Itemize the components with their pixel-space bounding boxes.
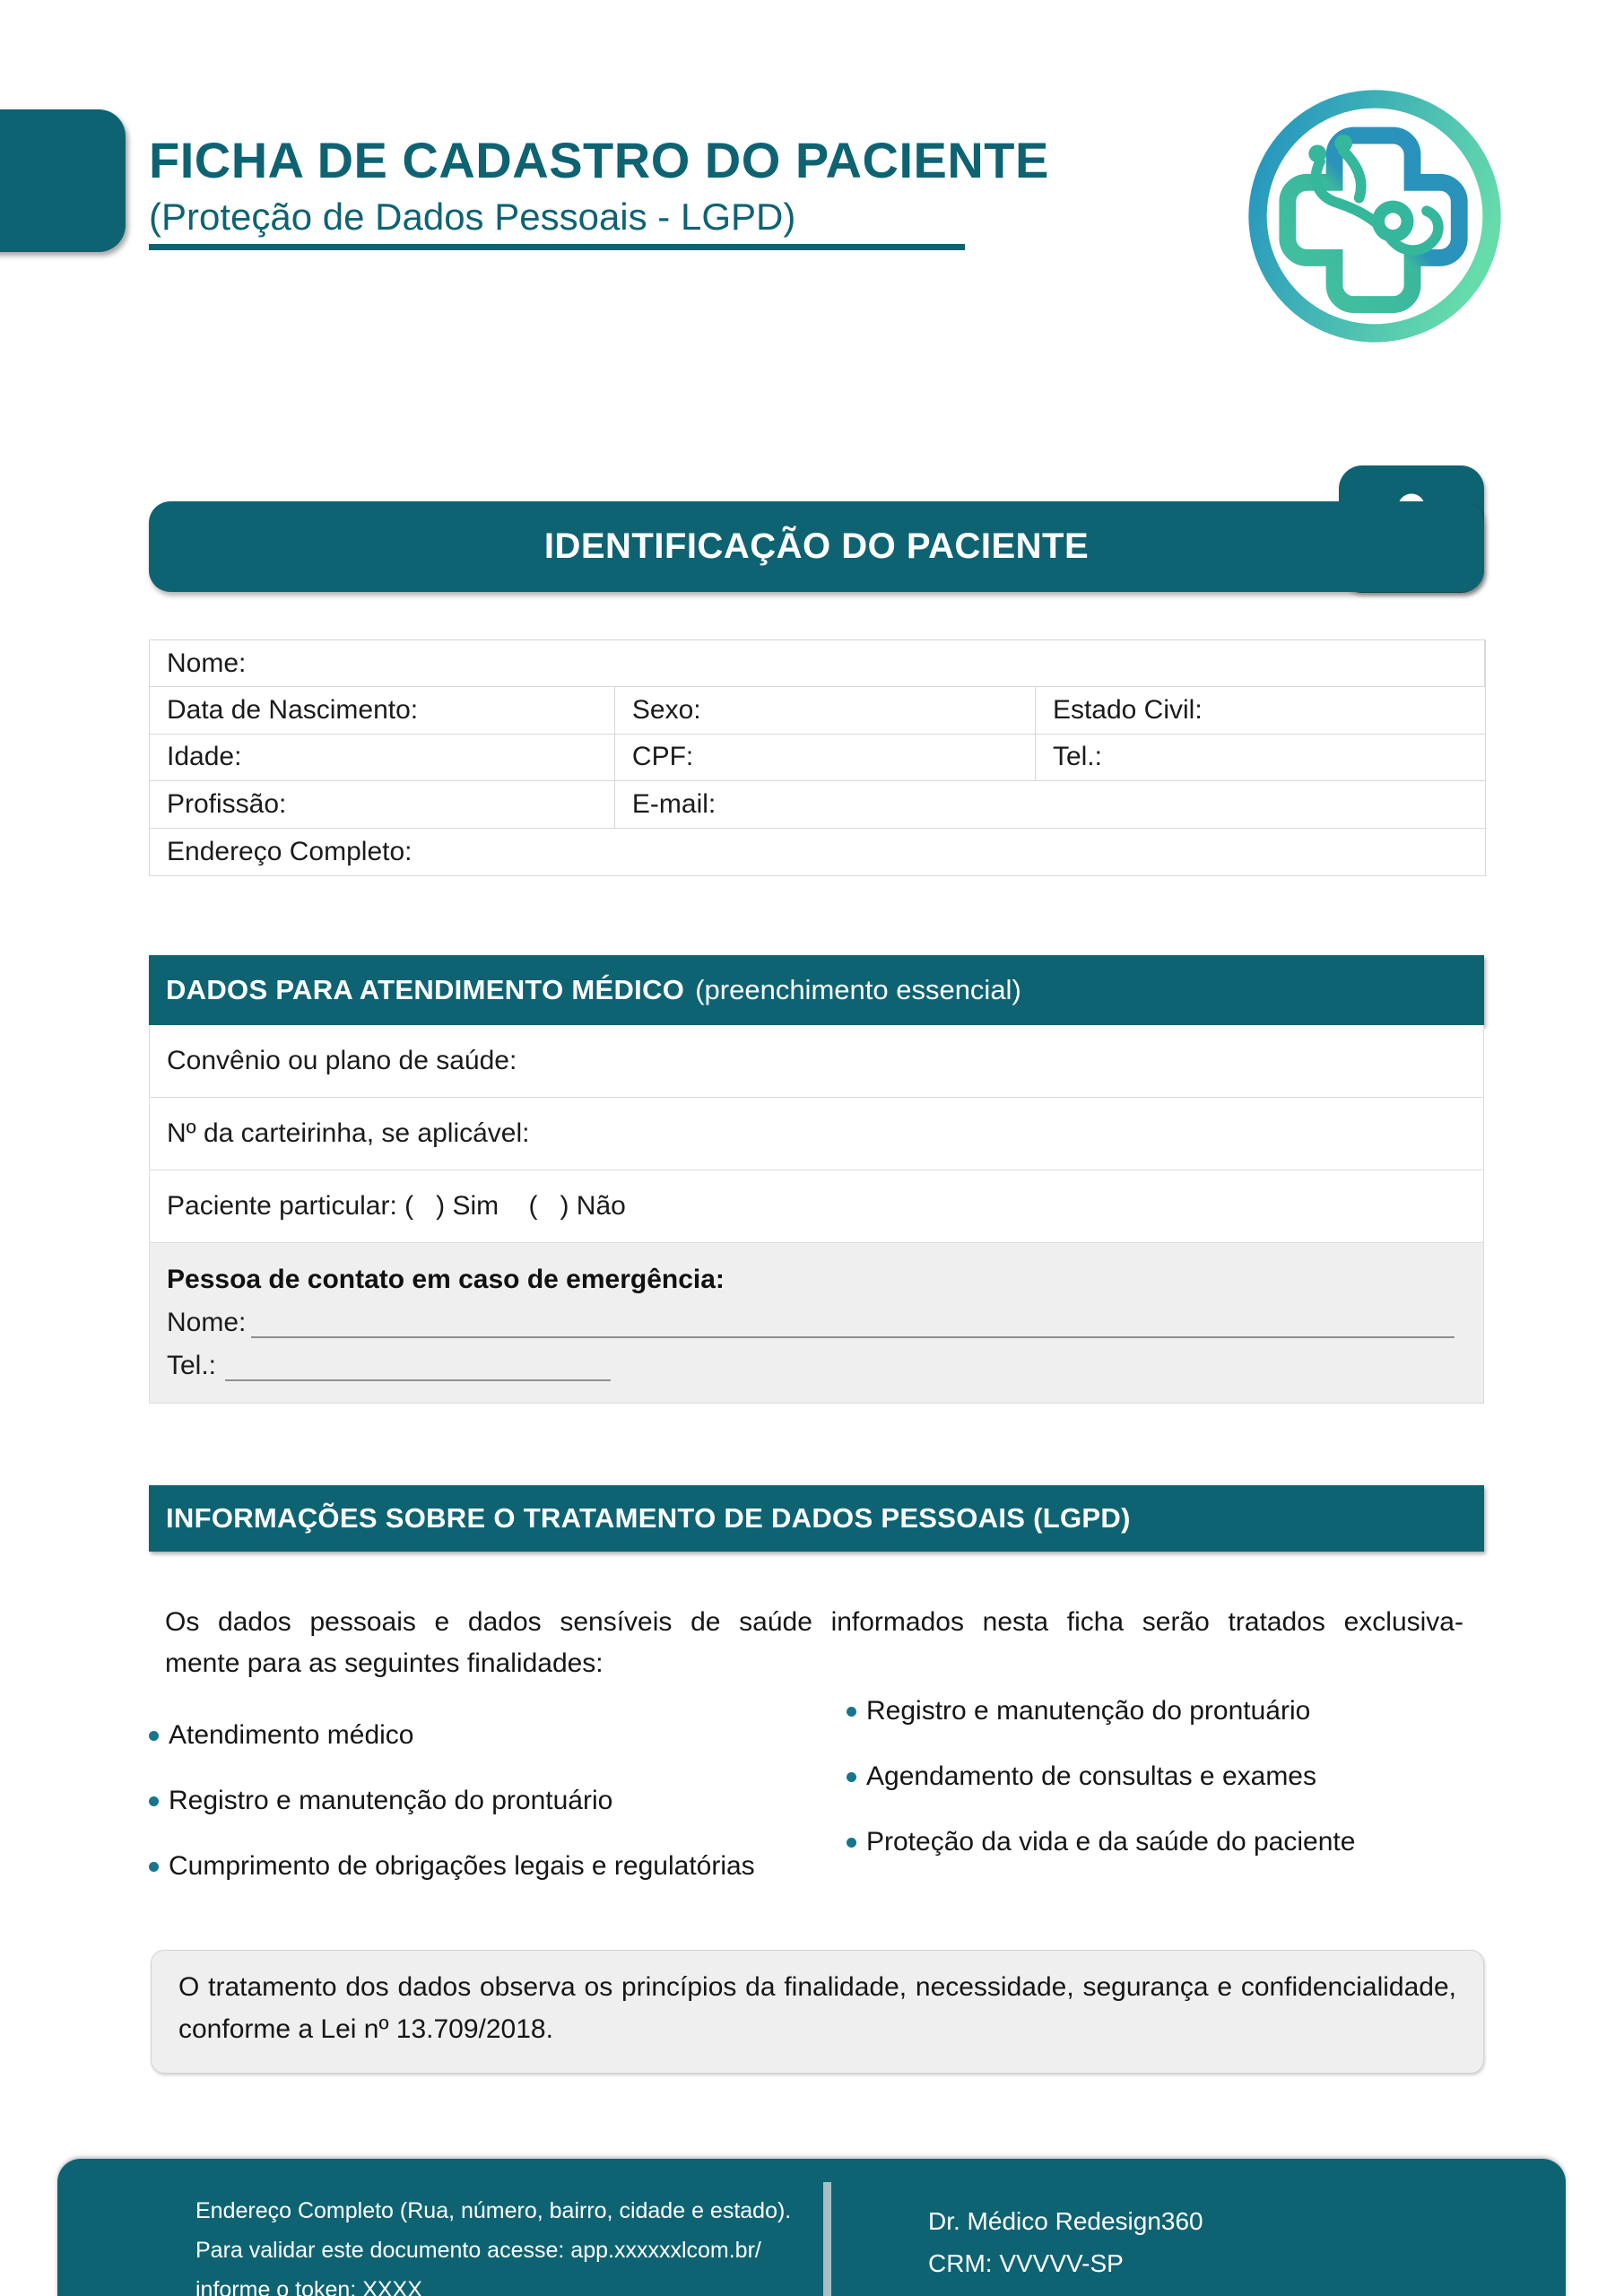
footer-doctor-crm: CRM: VVVVV-SP bbox=[928, 2249, 1124, 2277]
bullet-dot-icon bbox=[149, 1862, 159, 1872]
header-corner-tab bbox=[0, 109, 126, 252]
footer-doctor-name: Dr. Médico Redesign360 bbox=[928, 2207, 1203, 2235]
field-nome: Nome: bbox=[150, 640, 1485, 687]
emergency-contact-nome bbox=[167, 1308, 1455, 1338]
lgpd-intro-line2: mente para as seguintes finalidades: bbox=[165, 1648, 604, 1678]
emergency-tel-label: Tel.: bbox=[167, 1351, 217, 1380]
lgpd-intro-paragraph bbox=[165, 1602, 1463, 1684]
field-endereco: Endereço Completo: bbox=[167, 836, 413, 866]
lgpd-bullet-list-right bbox=[847, 1692, 1355, 1889]
footer-address-block bbox=[195, 2191, 791, 2296]
bullet-dot-icon bbox=[149, 1796, 159, 1806]
lgpd-principles-note: O tratamento dos dados observa os princípios da finalidade, necessidade, segurança e confidencialidade, conforme a Lei nº 13.709/2018. bbox=[151, 1950, 1484, 2074]
identification-table bbox=[149, 639, 1486, 876]
field-tel: Tel.: bbox=[1036, 735, 1485, 781]
footer-divider bbox=[823, 2182, 831, 2296]
field-convenio: Convênio ou plano de saúde: bbox=[150, 1025, 1483, 1098]
atendimento-header-note: (preenchimento essencial) bbox=[695, 974, 1021, 1005]
field-sexo: Sexo: bbox=[615, 687, 1036, 734]
lgpd-section-header bbox=[149, 1485, 1484, 1552]
field-profissao: Profissão: bbox=[150, 781, 615, 828]
footer-token-line: informe o token: XXXX bbox=[195, 2277, 422, 2296]
list-item bbox=[149, 1782, 755, 1820]
page-title: FICHA DE CADASTRO DO PACIENTE bbox=[149, 132, 1049, 188]
bullet-dot-icon bbox=[149, 1731, 159, 1741]
bullet-dot-icon bbox=[847, 1707, 856, 1717]
bullet-label: Registro e manutenção do prontuário bbox=[866, 1696, 1311, 1726]
lgpd-bullet-list-left bbox=[149, 1717, 755, 1913]
bullet-label: Cumprimento de obrigações legais e regulatórias bbox=[169, 1851, 755, 1881]
field-paciente-particular: Paciente particular: ( ) Sim ( ) Não bbox=[150, 1170, 1483, 1243]
emergency-tel-writing-line bbox=[225, 1352, 611, 1381]
footer-doctor-block bbox=[928, 2200, 1203, 2284]
field-data-nascimento: Data de Nascimento: bbox=[150, 687, 615, 734]
field-cpf: CPF: bbox=[615, 735, 1036, 781]
bullet-label: Atendimento médico bbox=[169, 1720, 414, 1750]
page-subtitle: (Proteção de Dados Pessoais - LGPD) bbox=[149, 196, 796, 238]
atendimento-section-header bbox=[149, 955, 1484, 1025]
footer-address-line: Endereço Completo (Rua, número, bairro, cidade e estado). bbox=[195, 2198, 792, 2223]
field-email: E-mail: bbox=[615, 781, 1485, 828]
list-item bbox=[847, 1823, 1355, 1861]
emergency-contact-block bbox=[150, 1243, 1483, 1403]
bullet-label: Proteção da vida e da saúde do paciente bbox=[866, 1827, 1356, 1857]
bullet-label: Registro e manutenção do prontuário bbox=[169, 1786, 613, 1815]
atendimento-rows bbox=[149, 1025, 1484, 1404]
identification-section-header bbox=[149, 501, 1484, 592]
list-item bbox=[149, 1717, 755, 1754]
atendimento-header-bold: DADOS PARA ATENDIMENTO MÉDICO bbox=[166, 974, 685, 1005]
bullet-label: Agendamento de consultas e exames bbox=[866, 1761, 1316, 1791]
bullet-dot-icon bbox=[847, 1838, 856, 1848]
title-underline bbox=[149, 244, 965, 250]
emergency-contact-tel bbox=[167, 1351, 1455, 1381]
field-carteirinha: Nº da carteirinha, se aplicável: bbox=[150, 1098, 1483, 1170]
list-item bbox=[149, 1848, 755, 1885]
lgpd-header-label: INFORMAÇÕES SOBRE O TRATAMENTO DE DADOS PESSOAIS (LGPD) bbox=[166, 1502, 1131, 1534]
field-idade: Idade: bbox=[150, 735, 615, 781]
emergency-nome-label: Nome: bbox=[167, 1308, 247, 1337]
list-item bbox=[847, 1692, 1355, 1730]
clinic-logo-icon bbox=[1245, 86, 1505, 346]
list-item bbox=[847, 1758, 1355, 1796]
bullet-dot-icon bbox=[847, 1772, 856, 1782]
identification-header-label: IDENTIFICAÇÃO DO PACIENTE bbox=[543, 526, 1090, 566]
emergency-nome-writing-line bbox=[251, 1309, 1455, 1338]
footer-validation-line: Para validar este documento acesse: app.xxxxxxlcom.br/ bbox=[195, 2238, 761, 2263]
lgpd-intro-line1: Os dados pessoais e dados sensíveis de saúde informados nesta ficha serão tratados exclusiva- bbox=[165, 1607, 1463, 1637]
field-estado-civil: Estado Civil: bbox=[1036, 687, 1485, 734]
emergency-contact-title: Pessoa de contato em caso de emergência: bbox=[167, 1265, 725, 1294]
